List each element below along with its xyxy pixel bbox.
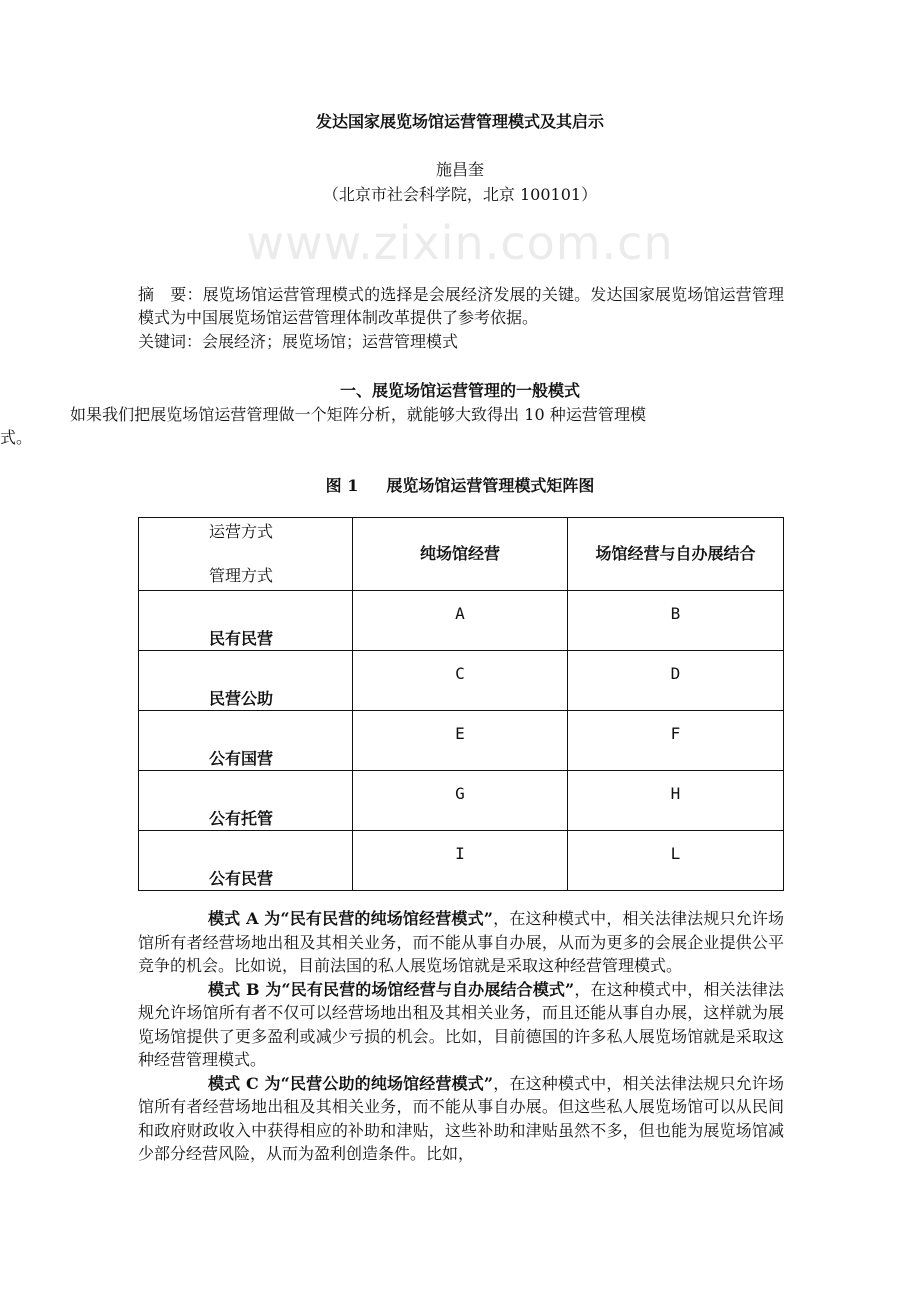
table-cell: F: [568, 711, 784, 771]
document-title: 发达国家展览场馆运营管理模式及其启示: [315, 112, 604, 131]
affiliation: （北京市社会科学院，北京 100101）: [322, 185, 598, 204]
table-cell: H: [568, 771, 784, 831]
table-header-row: [139, 518, 784, 591]
table-cell: G: [353, 771, 568, 831]
table-cell: C: [353, 651, 568, 711]
table-cell: L: [568, 831, 784, 891]
matrix-table: [138, 517, 784, 891]
table-cell: I: [353, 831, 568, 891]
paragraph-text: ，在这种模式中，相关法律法规只允许场馆所有者经营场地出租及其相关业务，而不能从事自办展。但这些私人展览场馆可以从民间和政府财政收入中获得相应的补助和津贴，这些补助和津贴虽然不多，但也能为展览场馆减少部分经营风险，从而为盈利创造条件。比如，: [138, 1073, 784, 1163]
keywords: 关键词：会展经济；展览场馆；运营管理模式: [138, 331, 459, 351]
paragraph-text: ，在这种模式中，相关法律法规只允许场馆所有者经营场地出租及其相关业务，而不能从事自办展，从而为更多的会展企业提供公平竞争的机会。比如说，目前法国的私人展览场馆就是采取这种经营管理模式。: [138, 909, 784, 975]
corner-cell: [139, 518, 353, 591]
table-cell: A: [353, 591, 568, 651]
figure-caption: [0, 474, 920, 498]
paragraph-lead: 模式 B 为“民有民营的场馆经营与自办展结合模式”: [208, 979, 575, 999]
row-header: 民有民营: [139, 591, 353, 651]
author: 施昌奎: [435, 159, 484, 179]
paragraph: [138, 1072, 784, 1166]
paragraph-lead: 模式 A 为“民有民营的纯场馆经营模式”: [208, 909, 493, 928]
watermark: www.zixin.com.cn: [246, 215, 674, 270]
paragraph: [138, 907, 784, 978]
corner-bottom: 管理方式: [209, 566, 274, 585]
column-header: 纯场馆经营: [353, 518, 568, 591]
abstract: 摘 要：展览场馆运营管理模式的选择是会展经济发展的关键。发达国家展览场馆运营管理模式为中国展览场馆运营管理体制改革提供了参考依据。: [138, 284, 784, 327]
table-row: [139, 711, 784, 771]
column-header: 场馆经营与自办展结合: [568, 518, 784, 591]
table-row: [139, 831, 784, 891]
intro-paragraph: 如果我们把展览场馆运营管理做一个矩阵分析，就能够大致得出 10 种运营管理模式。: [0, 404, 646, 447]
table-cell: E: [353, 711, 568, 771]
table-cell: B: [568, 591, 784, 651]
paragraph-lead: 模式 C 为“民营公助的纯场馆经营模式”: [208, 1073, 494, 1093]
figure-number: 图 1: [325, 475, 359, 495]
row-header: 民营公助: [139, 651, 353, 711]
row-header: 公有民营: [139, 831, 353, 891]
table-cell: D: [568, 651, 784, 711]
table-row: [139, 771, 784, 831]
table-row: [139, 651, 784, 711]
row-header: 公有国营: [139, 711, 353, 771]
row-header: 公有托管: [139, 771, 353, 831]
section-heading: 一、展览场馆运营管理的一般模式: [339, 381, 580, 400]
abstract-block: [138, 283, 784, 354]
table-row: [139, 591, 784, 651]
paragraph: [138, 978, 784, 1072]
corner-top: 运营方式: [209, 522, 274, 541]
figure-title: 展览场馆运营管理模式矩阵图: [386, 475, 595, 495]
body-text: [138, 907, 784, 1166]
paragraph-text: ，在这种模式中，相关法律法规允许场馆所有者不仅可以经营场地出租及其相关业务，而且还能从事自办展，这样就为展览场馆提供了更多盈利或减少亏损的机会。比如，目前德国的许多私人展览场馆就是采取这种经营管理模式。: [138, 979, 784, 1069]
